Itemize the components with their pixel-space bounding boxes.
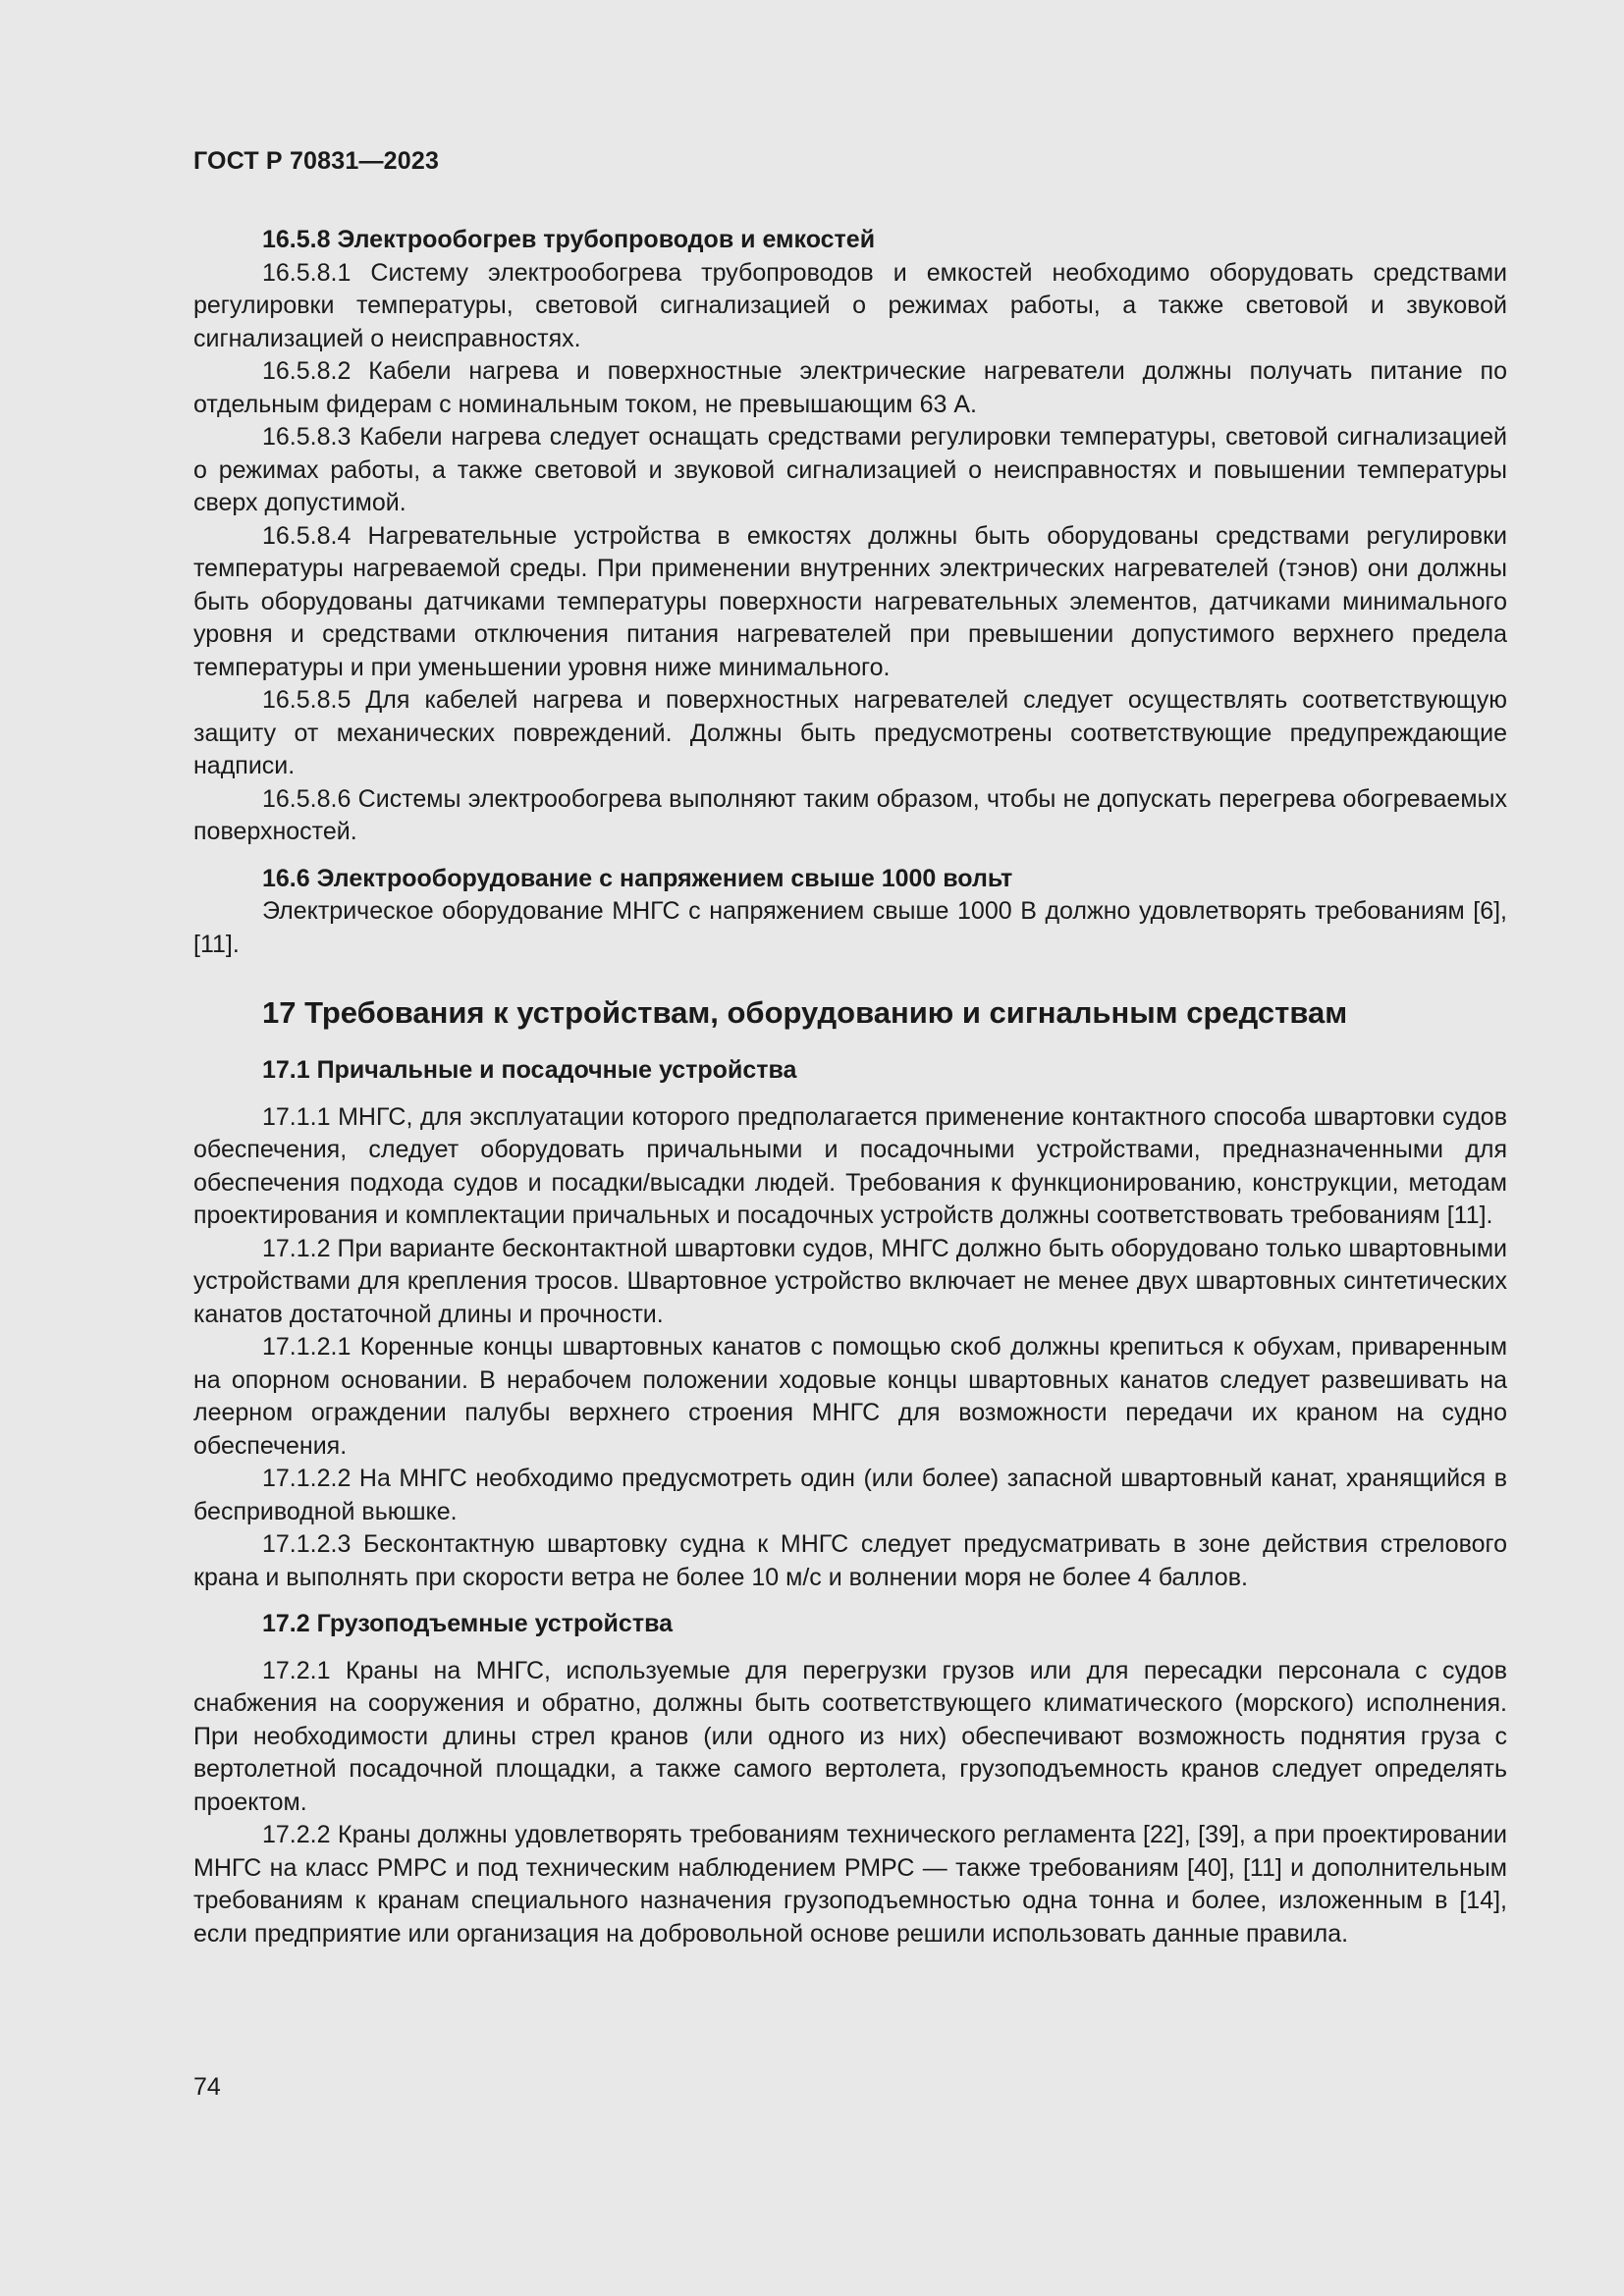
document-header: ГОСТ Р 70831—2023 xyxy=(193,147,440,175)
paragraph: 16.5.8.5 Для кабелей нагрева и поверхностных нагревателей следует осуществлять соответствующую защиту от механических повреждений. Должны быть предусмотрены соответствующие предупреждающие надписи. xyxy=(193,686,1507,779)
subsection-heading: 17.2 Грузоподъемные устройства xyxy=(262,1610,674,1637)
section-heading: 17 Требования к устройствам, оборудованию и сигнальным средствам xyxy=(262,995,1348,1030)
paragraph: Электрическое оборудование МНГС с напряжением свыше 1000 В должно удовлетворять требованиям [6], [11]. xyxy=(193,897,1507,958)
document-body xyxy=(193,224,1507,1950)
paragraph: 17.1.2 При варианте бесконтактной швартовки судов, МНГС должно быть оборудовано только швартовными устройствами для крепления тросов. Швартовное устройство включает не менее двух швартовных синтетических канатов достаточной длины и прочности. xyxy=(193,1234,1507,1328)
paragraph: 17.1.2.2 На МНГС необходимо предусмотреть один (или более) запасной швартовный канат, хранящийся в бесприводной вьюшке. xyxy=(193,1465,1507,1525)
paragraph: 17.1.2.3 Бесконтактную швартовку судна к МНГС следует предусматривать в зоне действия стрелового крана и выполнять при скорости ветра не более 10 м/с и волнении моря не более 4 баллов. xyxy=(193,1530,1507,1591)
paragraph: 16.5.8.4 Нагревательные устройства в емкостях должны быть оборудованы средствами регулировки температуры нагреваемой среды. При применении внутренних электрических нагревателей (тэнов) они должны быть оборудованы датчиками температуры поверхности нагревательных элементов, датчиками минимального уровня и средствами отключения питания нагревателей при превышении допустимого верхнего предела температуры и при уменьшении уровня ниже минимального. xyxy=(193,521,1507,681)
paragraph: 17.1.2.1 Коренные концы швартовных канатов с помощью скоб должны крепиться к обухам, приваренным на опорном основании. В нерабочем положении ходовые концы швартовных канатов следует развешивать на леерном ограждении палубы верхнего строения МНГС для возможности передачи их краном на судно обеспечения. xyxy=(193,1333,1507,1460)
paragraph: 17.2.1 Краны на МНГС, используемые для перегрузки грузов или для пересадки персонала с судов снабжения на сооружения и обратно, должны быть соответствующего климатического (морского) исполнения. При необходимости длины стрел кранов (или одного из них) обеспечивают возможность поднятия груза с вертолетной посадочной площадки, а также самого вертолета, грузоподъемность кранов следует определять проектом. xyxy=(193,1656,1507,1816)
paragraph: 17.1.1 МНГС, для эксплуатации которого предполагается применение контактного способа швартовки судов обеспечения, следует оборудовать причальными и посадочными устройствами, предназначенными для обеспечения подхода судов и посадки/высадки людей. Требования к функционированию, конструкции, методам проектирования и комплектации причальных и посадочных устройств должны соответствовать требованиям [11]. xyxy=(193,1102,1507,1229)
page-number: 74 xyxy=(193,2073,221,2101)
subsection-heading: 16.6 Электрооборудование с напряжением свыше 1000 вольт xyxy=(262,864,1013,892)
paragraph: 16.5.8.1 Систему электрообогрева трубопроводов и емкостей необходимо оборудовать средствами регулировки температуры, световой сигнализацией о режимах работы, а также световой и звуковой сигнализацией о неисправностях. xyxy=(193,258,1507,352)
subsection-heading: 16.5.8 Электрообогрев трубопроводов и емкостей xyxy=(262,226,876,253)
paragraph: 17.2.2 Краны должны удовлетворять требованиям технического регламента [22], [39], а при проектировании МНГС на класс РМРС и под техническим наблюдением РМРС — также требованиям [40], [11] и дополнительным требованиям к кранам специального назначения грузоподъемностью одна тонна и более, изложенным в [14], если предприятие или организация на добровольной основе решили использовать данные правила. xyxy=(193,1821,1507,1948)
paragraph: 16.5.8.2 Кабели нагрева и поверхностные электрические нагреватели должны получать питание по отдельным фидерам с номинальным током, не превышающим 63 А. xyxy=(193,357,1507,418)
subsection-heading: 17.1 Причальные и посадочные устройства xyxy=(262,1056,797,1084)
paragraph: 16.5.8.6 Системы электрообогрева выполняют таким образом, чтобы не допускать перегрева обогреваемых поверхностей. xyxy=(193,784,1507,845)
paragraph: 16.5.8.3 Кабели нагрева следует оснащать средствами регулировки температуры, световой сигнализацией о режимах работы, а также световой и звуковой сигнализацией о неисправностях и повышении температуры сверх допустимой. xyxy=(193,423,1507,516)
